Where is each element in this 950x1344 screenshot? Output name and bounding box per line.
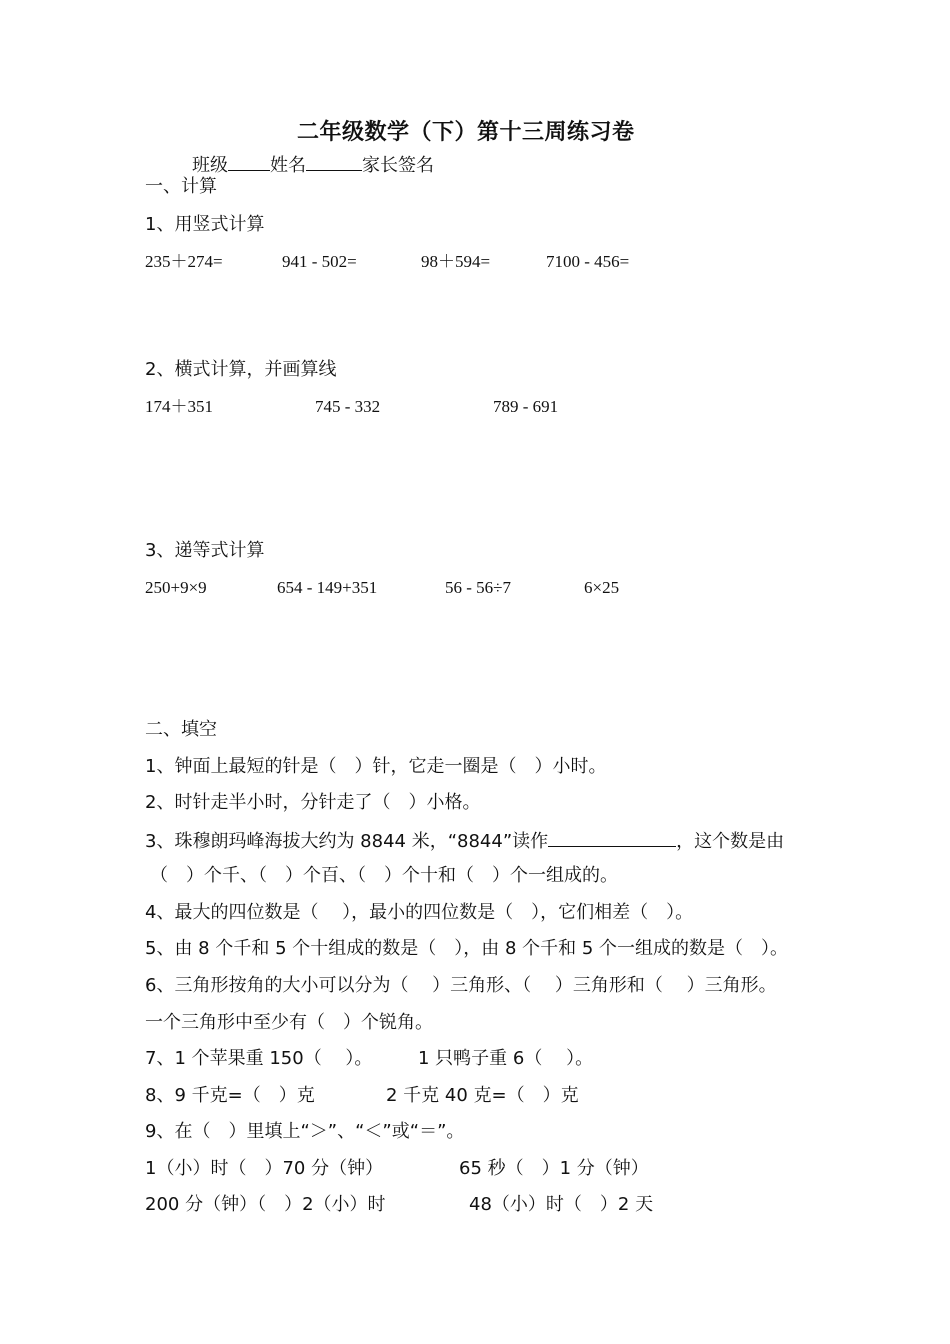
- fill-question-2: 2、时针走半小时，分针走了（ ）小格。: [145, 792, 481, 813]
- q3-problem: 6×25: [584, 578, 620, 597]
- fill-question-3: [145, 828, 784, 854]
- q3-label: 3、递等式计算: [145, 540, 265, 561]
- q3-text-start: 3、珠穆朗玛峰海拔大约为 8844 米，“8844”读作: [145, 831, 549, 852]
- q2-problem: 789 - 691: [493, 397, 559, 416]
- class-label: 班级: [192, 155, 228, 176]
- header-fields: [192, 152, 434, 178]
- name-blank[interactable]: [306, 152, 362, 171]
- fill-question-5: 5、由 8 个千和 5 个十组成的数是（ ），由 8 个千和 5 个一组成的数是（ ）。: [145, 938, 789, 959]
- fill-question-3-cont: （ ）个千、（ ）个百、（ ）个十和（ ）个一组成的。: [150, 865, 618, 886]
- q1-label: 1、用竖式计算: [145, 214, 265, 235]
- fill-question-6-cont: 一个三角形中至少有（ ）个锐角。: [145, 1012, 433, 1033]
- compare-item: 48（小）时（ ）2 天: [469, 1194, 654, 1215]
- fill-question-1: 1、钟面上最短的针是（ ）针，它走一圈是（ ）小时。: [145, 756, 607, 777]
- compare-item: 200 分（钟）（ ）2（小）时: [145, 1194, 386, 1215]
- q2-problems: [145, 395, 845, 419]
- q3-problem: 56 - 56÷7: [445, 578, 511, 597]
- q1-problem: 235＋274=: [145, 252, 223, 271]
- section-heading-calc: 一、计算: [145, 176, 217, 197]
- name-label: 姓名: [270, 155, 306, 176]
- compare-item: 1（小）时（ ）70 分（钟）: [145, 1158, 384, 1179]
- q3-text-end: ，这个数是由: [676, 831, 785, 852]
- q2-problem: 174＋351: [145, 397, 213, 416]
- q3-problem: 654 - 149+351: [277, 578, 378, 597]
- q3-problem: 250+9×9: [145, 578, 207, 597]
- q1-problem: 7100 - 456=: [546, 252, 630, 271]
- page-title: 二年级数学（下）第十三周练习卷: [297, 120, 635, 145]
- compare-item: 65 秒（ ）1 分（钟）: [459, 1158, 649, 1179]
- fill-question-8a: 8、9 千克=（ ）克: [145, 1085, 315, 1106]
- q3-problems: [145, 576, 845, 600]
- class-blank[interactable]: [228, 152, 270, 171]
- q1-problem: 98＋594=: [421, 252, 491, 271]
- fill-question-6: 6、三角形按角的大小可以分为（ ）三角形、（ ）三角形和（ ）三角形。: [145, 975, 777, 996]
- fill-question-9: 9、在（ ）里填上“＞”、“＜”或“＝”。: [145, 1121, 465, 1142]
- fill-question-4: 4、最大的四位数是（ ），最小的四位数是（ ），它们相差（ ）。: [145, 902, 694, 923]
- q2-label: 2、横式计算，并画算线: [145, 359, 337, 380]
- fill-question-7b: 1 只鸭子重 6（ ）。: [418, 1048, 594, 1069]
- fill-question-8b: 2 千克 40 克=（ ）克: [386, 1085, 579, 1106]
- q1-problem: 941 - 502=: [282, 252, 357, 271]
- parent-signature-label: 家长签名: [362, 155, 434, 176]
- q1-problems: [145, 250, 845, 274]
- fill-question-7a: 7、1 个苹果重 150（ ）。: [145, 1048, 373, 1069]
- reading-answer-blank[interactable]: [548, 828, 676, 847]
- section-heading-fill: 二、填空: [145, 719, 217, 740]
- q2-problem: 745 - 332: [315, 397, 381, 416]
